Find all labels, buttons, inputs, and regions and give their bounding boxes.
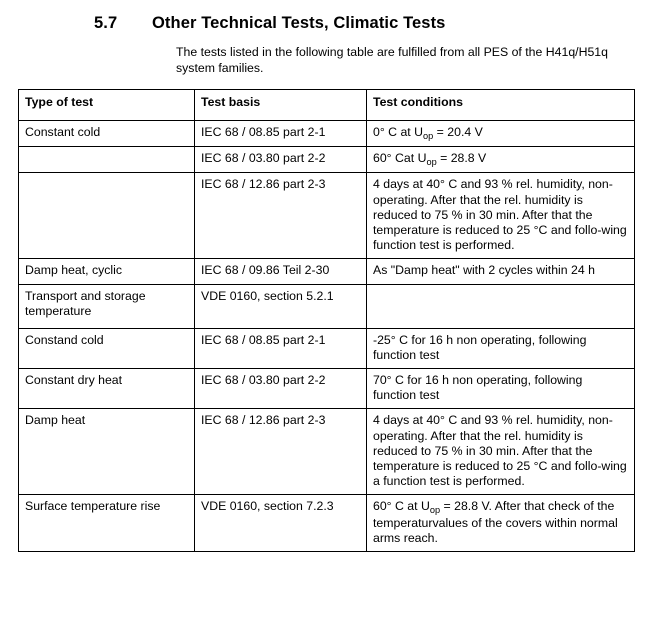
cell-test-conditions: 4 days at 40° C and 93 % rel. humidity, non-operating. After that the rel. humidity is reduced to 75 % in 30 min. After that the temperature is reduced to 25 °C and follo-wing a function test is performed. xyxy=(367,409,635,495)
column-header-test-conditions: Test conditions xyxy=(367,90,635,121)
table-row xyxy=(19,121,635,147)
cell-type-of-test: Constant dry heat xyxy=(19,369,195,409)
cell-test-basis: IEC 68 / 08.85 part 2-1 xyxy=(195,328,367,368)
table-row xyxy=(19,369,635,409)
cell-test-conditions: 4 days at 40° C and 93 % rel. humidity, non-operating. After that the rel. humidity is reduced to 75 % in 30 min. After that the temperature is reduced to 25 °C and follo-wing function test is performed. xyxy=(367,173,635,259)
table-row xyxy=(19,328,635,368)
cell-test-basis: VDE 0160, section 5.2.1 xyxy=(195,284,367,328)
cell-test-basis: IEC 68 / 12.86 part 2-3 xyxy=(195,409,367,495)
cell-test-conditions: -25° C for 16 h non operating, following function test xyxy=(367,328,635,368)
table-row xyxy=(19,495,635,552)
cond-text-pre: 60° C at U xyxy=(373,499,430,514)
section-heading xyxy=(0,0,670,33)
cond-subscript: op xyxy=(426,157,437,168)
intro-paragraph: The tests listed in the following table are fulfilled from all PES of the H41q/H51q system families. xyxy=(176,45,608,75)
table-row xyxy=(19,409,635,495)
column-header-test-basis: Test basis xyxy=(195,90,367,121)
cond-text-post: = 20.4 V xyxy=(433,125,483,139)
cell-test-conditions xyxy=(367,495,635,552)
cell-test-basis: VDE 0160, section 7.2.3 xyxy=(195,495,367,552)
cell-type-of-test: Constant cold xyxy=(19,121,195,147)
cell-type-of-test: Damp heat, cyclic xyxy=(19,259,195,284)
cond-subscript: op xyxy=(429,505,441,516)
cell-test-basis: IEC 68 / 08.85 part 2-1 xyxy=(195,121,367,147)
section-title: Other Technical Tests, Climatic Tests xyxy=(152,14,446,32)
cond-text-pre: 0° C at U xyxy=(373,125,424,139)
cell-type-of-test: Transport and storage temperature xyxy=(19,284,195,328)
table-row xyxy=(19,147,635,173)
cell-test-basis: IEC 68 / 03.80 part 2-2 xyxy=(195,369,367,409)
cell-test-basis: IEC 68 / 12.86 part 2-3 xyxy=(195,173,367,259)
cond-text-pre: 60° Cat U xyxy=(373,151,427,166)
cell-test-basis: IEC 68 / 09.86 Teil 2-30 xyxy=(195,259,367,284)
cell-type-of-test: Damp heat xyxy=(19,409,195,495)
cell-test-conditions xyxy=(367,147,635,173)
cell-type-of-test: Surface temperature rise xyxy=(19,495,195,552)
cell-type-of-test xyxy=(19,147,195,173)
cell-type-of-test: Constand cold xyxy=(19,328,195,368)
table-row xyxy=(19,284,635,328)
table-header-row xyxy=(19,90,635,121)
section-number: 5.7 xyxy=(94,14,118,32)
table-row xyxy=(19,259,635,284)
cond-text-post: = 28.8 V. After that check of the temperaturvalues of the covers within normal arms reach. xyxy=(373,499,618,545)
cell-test-conditions: As "Damp heat" with 2 cycles within 24 h xyxy=(367,259,635,284)
cond-subscript: op xyxy=(423,131,434,141)
cell-test-conditions xyxy=(367,284,635,328)
cell-test-conditions: 70° C for 16 h non operating, following function test xyxy=(367,369,635,409)
cell-test-conditions xyxy=(367,121,635,147)
table-row xyxy=(19,173,635,259)
climatic-tests-table xyxy=(18,89,635,552)
cell-type-of-test xyxy=(19,173,195,259)
column-header-type-of-test: Type of test xyxy=(19,90,195,121)
cell-test-basis: IEC 68 / 03.80 part 2-2 xyxy=(195,147,367,173)
cond-text-post: = 28.8 V xyxy=(436,151,487,166)
